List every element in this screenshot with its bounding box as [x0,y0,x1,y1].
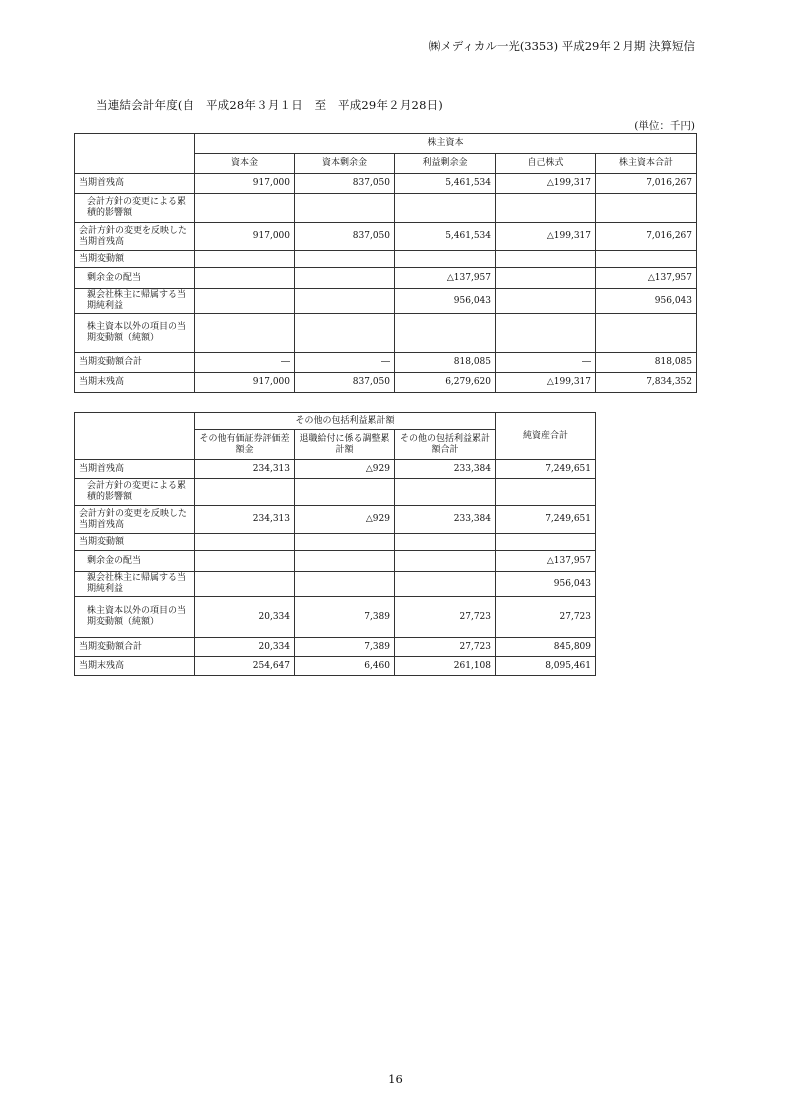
cell [395,251,496,268]
row-label: 株主資本以外の項目の当期変動額（純額） [75,314,195,353]
cell: 917,000 [195,373,295,393]
cell: 27,723 [395,597,496,638]
corner-cell [75,413,195,460]
column-header: 資本金 [195,154,295,174]
cell: 7,389 [295,638,395,657]
cell [195,251,295,268]
cell: 837,050 [295,373,395,393]
cell: 7,249,651 [496,460,596,479]
comprehensive-income-table [74,412,596,676]
row-label: 当期首残高 [75,460,195,479]
cell [195,314,295,353]
row-label: 当期末残高 [75,373,195,393]
cell [295,479,395,506]
row-label: 会計方針の変更を反映した当期首残高 [75,223,195,251]
cell [195,289,295,314]
cell [496,251,596,268]
table-row [75,353,697,373]
column-header: 利益剰余金 [395,154,496,174]
cell [295,551,395,572]
cell: 6,460 [295,657,395,676]
cell: 7,834,352 [596,373,697,393]
cell [295,251,395,268]
cell: △137,957 [496,551,596,572]
cell: △199,317 [496,174,596,194]
cell: 917,000 [195,223,295,251]
row-label: 剰余金の配当 [75,268,195,289]
cell [195,268,295,289]
cell: 956,043 [395,289,496,314]
cell [596,314,697,353]
cell: ― [496,353,596,373]
table-row [75,638,596,657]
cell [596,251,697,268]
cell: 837,050 [295,174,395,194]
cell: 234,313 [195,506,295,534]
cell: 956,043 [596,289,697,314]
cell: ― [295,353,395,373]
table-row [75,268,697,289]
table-row [75,479,596,506]
corner-cell [75,134,195,174]
cell: 7,249,651 [496,506,596,534]
cell: 27,723 [496,597,596,638]
table-row [75,460,596,479]
column-header: 株主資本合計 [596,154,697,174]
cell [496,314,596,353]
cell [395,534,496,551]
table-row [75,289,697,314]
table-row [75,657,596,676]
table-row [75,174,697,194]
cell: 27,723 [395,638,496,657]
row-label: 当期変動額合計 [75,638,195,657]
cell: △929 [295,506,395,534]
cell [195,534,295,551]
cell [295,314,395,353]
column-header: 自己株式 [496,154,596,174]
column-header: 退職給付に係る調整累計額 [295,430,395,460]
column-header: その他の包括利益累計額合計 [395,430,496,460]
cell: △929 [295,460,395,479]
document-header: ㈱メディカル一光(3353) 平成29年２月期 決算短信 [428,39,695,53]
row-label: 会計方針の変更による累積的影響額 [75,479,195,506]
cell [295,289,395,314]
cell [395,194,496,223]
cell: 5,461,534 [395,223,496,251]
cell [295,194,395,223]
cell: 261,108 [395,657,496,676]
table-row [75,194,697,223]
cell: 845,809 [496,638,596,657]
cell: 818,085 [596,353,697,373]
table-row [75,551,596,572]
table-row [75,314,697,353]
cell [395,551,496,572]
cell: 7,389 [295,597,395,638]
cell: 818,085 [395,353,496,373]
cell: 254,647 [195,657,295,676]
cell [395,479,496,506]
group-header: 株主資本 [195,134,697,154]
unit-label: (単位：千円) [634,120,695,132]
cell [295,572,395,597]
cell: 7,016,267 [596,223,697,251]
cell [295,268,395,289]
cell [596,194,697,223]
cell: ― [195,353,295,373]
table-row [75,251,697,268]
cell: 233,384 [395,506,496,534]
cell [195,572,295,597]
cell: △137,957 [596,268,697,289]
row-label: 親会社株主に帰属する当期純利益 [75,289,195,314]
cell: 837,050 [295,223,395,251]
cell: 8,095,461 [496,657,596,676]
column-header: 資本剰余金 [295,154,395,174]
cell [295,534,395,551]
row-label: 当期変動額 [75,251,195,268]
cell: 20,334 [195,597,295,638]
shareholders-equity-table [74,133,697,393]
period-title: 当連結会計年度(自 平成28年３月１日 至 平成29年２月28日) [96,98,443,112]
row-label: 当期首残高 [75,174,195,194]
row-label: 株主資本以外の項目の当期変動額（純額） [75,597,195,638]
cell: 5,461,534 [395,174,496,194]
cell [496,479,596,506]
cell: 6,279,620 [395,373,496,393]
table-row [75,597,596,638]
table-row [75,373,697,393]
table-header-row [75,413,596,430]
row-label: 会計方針の変更を反映した当期首残高 [75,506,195,534]
net-assets-header: 純資産合計 [496,413,596,460]
cell [395,572,496,597]
column-header: その他有価証券評価差額金 [195,430,295,460]
cell [496,289,596,314]
table-row [75,223,697,251]
cell [496,268,596,289]
table-header-row [75,134,697,154]
table-row [75,506,596,534]
group-header: その他の包括利益累計額 [195,413,496,430]
row-label: 会計方針の変更による累積的影響額 [75,194,195,223]
cell: 917,000 [195,174,295,194]
cell: △199,317 [496,373,596,393]
cell: 233,384 [395,460,496,479]
cell: △199,317 [496,223,596,251]
cell [195,551,295,572]
cell [496,194,596,223]
page-number: 16 [388,1072,403,1086]
row-label: 当期変動額 [75,534,195,551]
cell: 956,043 [496,572,596,597]
cell [195,194,295,223]
row-label: 親会社株主に帰属する当期純利益 [75,572,195,597]
cell [496,534,596,551]
cell: △137,957 [395,268,496,289]
row-label: 当期末残高 [75,657,195,676]
row-label: 当期変動額合計 [75,353,195,373]
table-row [75,534,596,551]
cell: 20,334 [195,638,295,657]
cell [195,479,295,506]
cell [395,314,496,353]
cell: 7,016,267 [596,174,697,194]
table-row [75,572,596,597]
cell: 234,313 [195,460,295,479]
row-label: 剰余金の配当 [75,551,195,572]
